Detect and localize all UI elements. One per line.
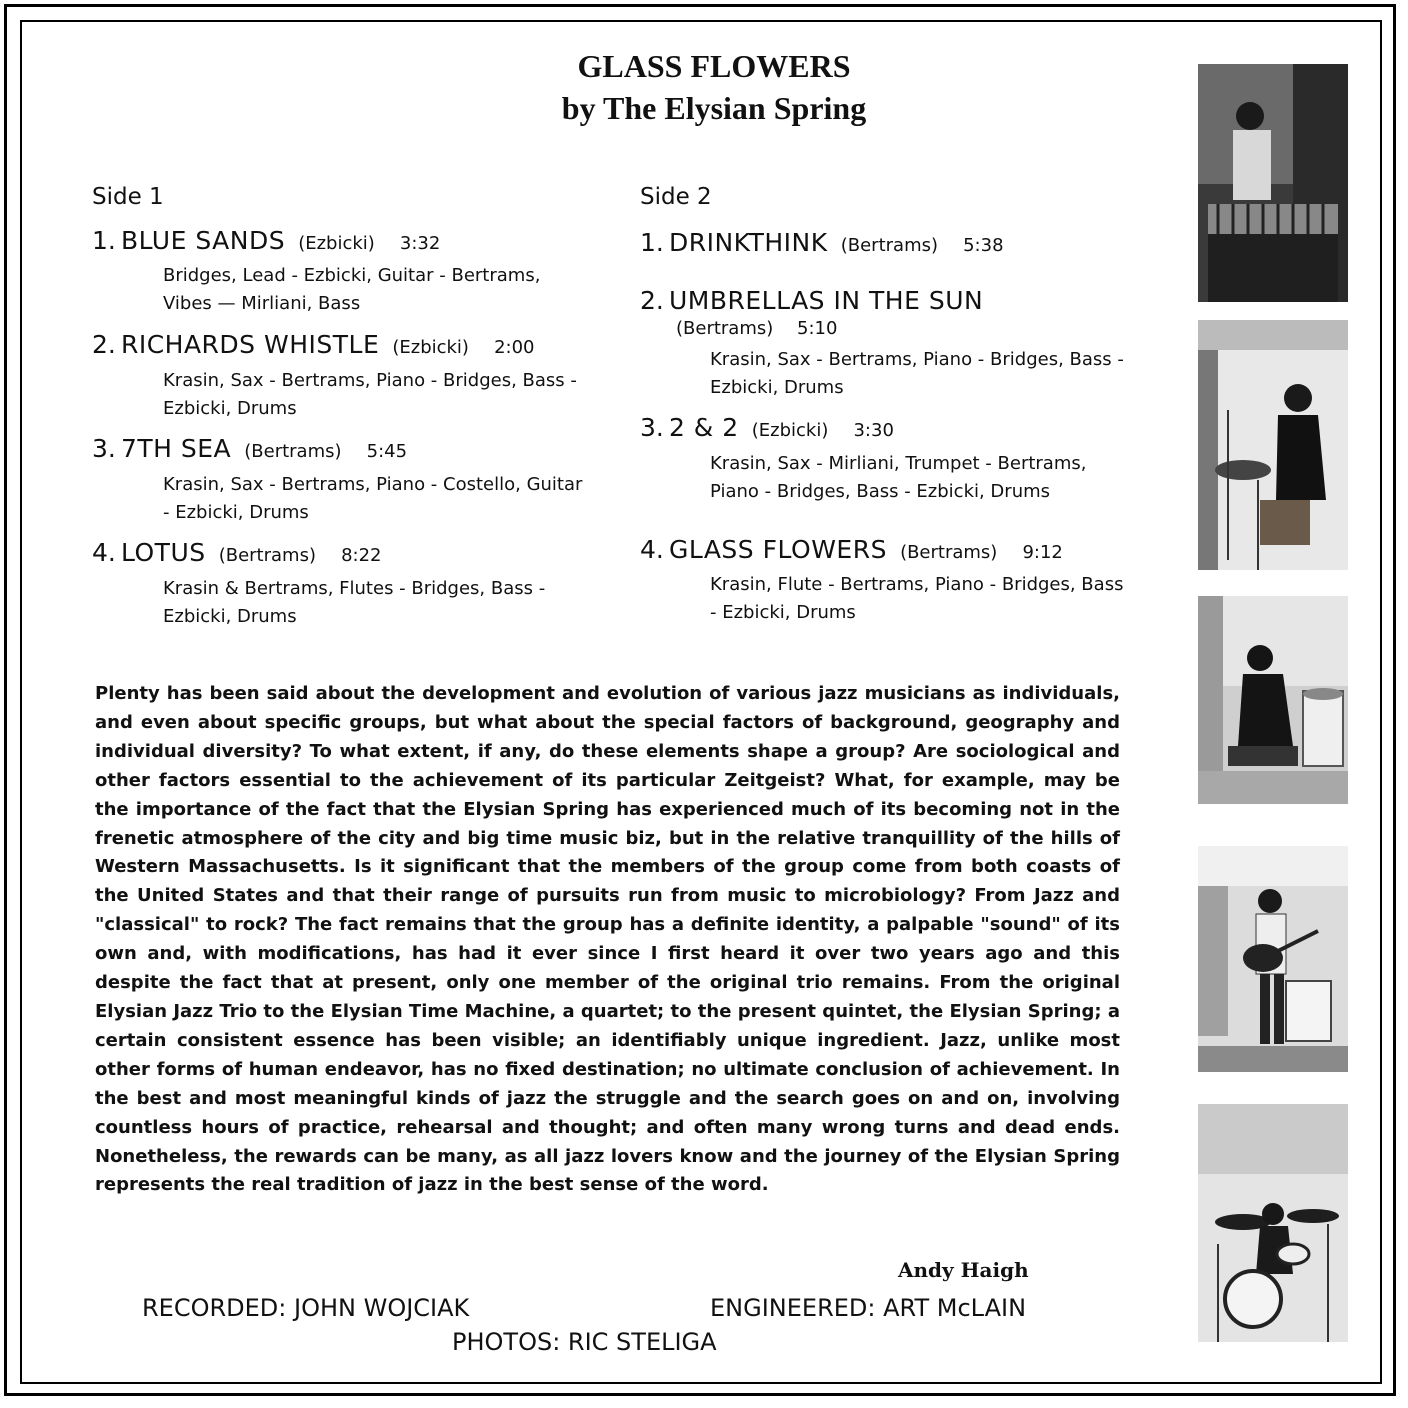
track-duration: 5:38 — [963, 235, 1004, 256]
track-duration: 9:12 — [1022, 542, 1063, 563]
track-number: 3. — [640, 413, 664, 442]
track-title: BLUE SANDS — [120, 226, 286, 255]
side2-track-3 — [640, 413, 894, 442]
track-duration: 3:32 — [399, 233, 441, 254]
track-2-meta — [676, 318, 837, 339]
track-credits: Krasin, Sax - Mirliani, Trumpet - Bertrams, Piano - Bridges, Bass - Ezbicki, Drums — [710, 453, 1087, 502]
track-duration: 3:30 — [853, 420, 894, 441]
side2-track-4 — [640, 535, 1063, 564]
track-composer: (Ezbicki) — [751, 420, 829, 441]
track-credits: Krasin, Sax - Bertrams, Piano - Bridges, Bass - Ezbicki, Drums — [710, 349, 1124, 398]
recorded-credit: RECORDED: JOHN WOJCIAK — [142, 1294, 470, 1322]
track-title: 7TH SEA — [120, 434, 232, 463]
side1-track-2 — [92, 330, 534, 359]
track-number: 1. — [92, 226, 116, 255]
vibraphone-player-photo — [1198, 64, 1348, 302]
author-signature: Andy Haigh — [898, 1258, 1029, 1282]
track-composer: (Bertrams) — [676, 318, 774, 339]
track-duration: 2:00 — [494, 337, 535, 358]
saxophone-player-photo — [1198, 320, 1348, 570]
track-duration: 5:10 — [797, 318, 838, 339]
side2-track-2 — [640, 286, 983, 315]
side2-heading: Side 2 — [640, 184, 712, 210]
drummer-photo — [1198, 1104, 1348, 1342]
track-composer: (Bertrams) — [840, 235, 939, 256]
track-number: 1. — [640, 228, 664, 257]
guitarist-photo — [1198, 846, 1348, 1072]
track-number: 4. — [640, 535, 664, 564]
track-duration: 5:45 — [366, 441, 408, 462]
photos-credit: PHOTOS: RIC STELIGA — [452, 1328, 717, 1356]
track-title: DRINKTHINK — [668, 228, 828, 257]
track-composer: (Ezbicki) — [392, 337, 469, 358]
track-credits: Krasin & Bertrams, Flutes - Bridges, Bass - Ezbicki, Drums — [163, 578, 546, 627]
side1-track-3 — [92, 434, 407, 463]
track-duration: 8:22 — [341, 545, 382, 566]
side2-track-1 — [640, 228, 1004, 257]
seated-musician-photo — [1198, 596, 1348, 804]
track-number: 4. — [92, 538, 116, 567]
side1-track-1 — [92, 226, 440, 255]
track-title: UMBRELLAS IN THE SUN — [668, 286, 984, 315]
album-subtitle: by The Elysian Spring — [561, 90, 867, 126]
track-credits: Krasin, Sax - Bertrams, Piano - Bridges, Bass - Ezbicki, Drums — [163, 370, 577, 419]
side1-track-4 — [92, 538, 382, 567]
track-number: 2. — [92, 330, 116, 359]
track-composer: (Bertrams) — [244, 441, 342, 462]
track-title: GLASS FLOWERS — [668, 535, 887, 564]
track-composer: (Bertrams) — [218, 545, 316, 566]
track-title: LOTUS — [120, 538, 206, 567]
track-credits: Bridges, Lead - Ezbicki, Guitar - Bertrams, Vibes — Mirliani, Bass — [163, 265, 541, 314]
liner-notes: Plenty has been said about the development and evolution of various jazz musicians as individuals, and even about specific groups, but what about the special factors of background, geography and individual diversity? To what extent, if any, do these elements shape a group? Are sociological and other factors essential to the achievement of its particular Zeitgeist? What, for example, may be the importance of the fact that the Elysian Spring has experienced much of its becoming not in the frenetic atmosphere of the city and big time music biz, but in the relative tranquillity of the hills of Western Massachusetts. Is it significant that the members of the group come from both coasts of the United States and that their range of pursuits run from music to microbiology? From Jazz and "classical" to rock? The fact remains that the group has a definite identity, a palpable "sound" of its own and, with modifications, has had it ever since I first heard it over two years ago and this despite the fact that at present, only one member of the original trio remains. From the original Elysian Jazz Trio to the Elysian Time Machine, a quartet; to the present quintet, the Elysian Spring; a certain consistent essence has been visible; an identifiably unique ingredient. Jazz, unlike most other forms of human endeavor, has no fixed destination; no ultimate conclusion of achievement. In the best and most meaningful kinds of jazz the struggle and the search goes on and on, involving countless hours of practice, rehearsal and thought; and often many wrong turns and dead ends. Nonetheless, the rewards can be many, as all jazz lovers know and the journey of the Elysian Spring represents the real tradition of jazz in the best sense of the word. — [95, 683, 1120, 1196]
side1-heading: Side 1 — [92, 184, 164, 210]
track-credits: Krasin, Flute - Bertrams, Piano - Bridges, Bass - Ezbicki, Drums — [710, 574, 1124, 623]
track-credits: Krasin, Sax - Bertrams, Piano - Costello, Guitar - Ezbicki, Drums — [163, 474, 583, 523]
engineered-credit: ENGINEERED: ART McLAIN — [710, 1294, 1027, 1322]
track-composer: (Bertrams) — [900, 542, 998, 563]
track-number: 2. — [640, 286, 664, 315]
album-title: GLASS FLOWERS — [577, 48, 851, 84]
track-number: 3. — [92, 434, 116, 463]
track-title: RICHARDS WHISTLE — [120, 330, 380, 359]
track-title: 2 & 2 — [668, 413, 739, 442]
track-composer: (Ezbicki) — [298, 233, 375, 254]
